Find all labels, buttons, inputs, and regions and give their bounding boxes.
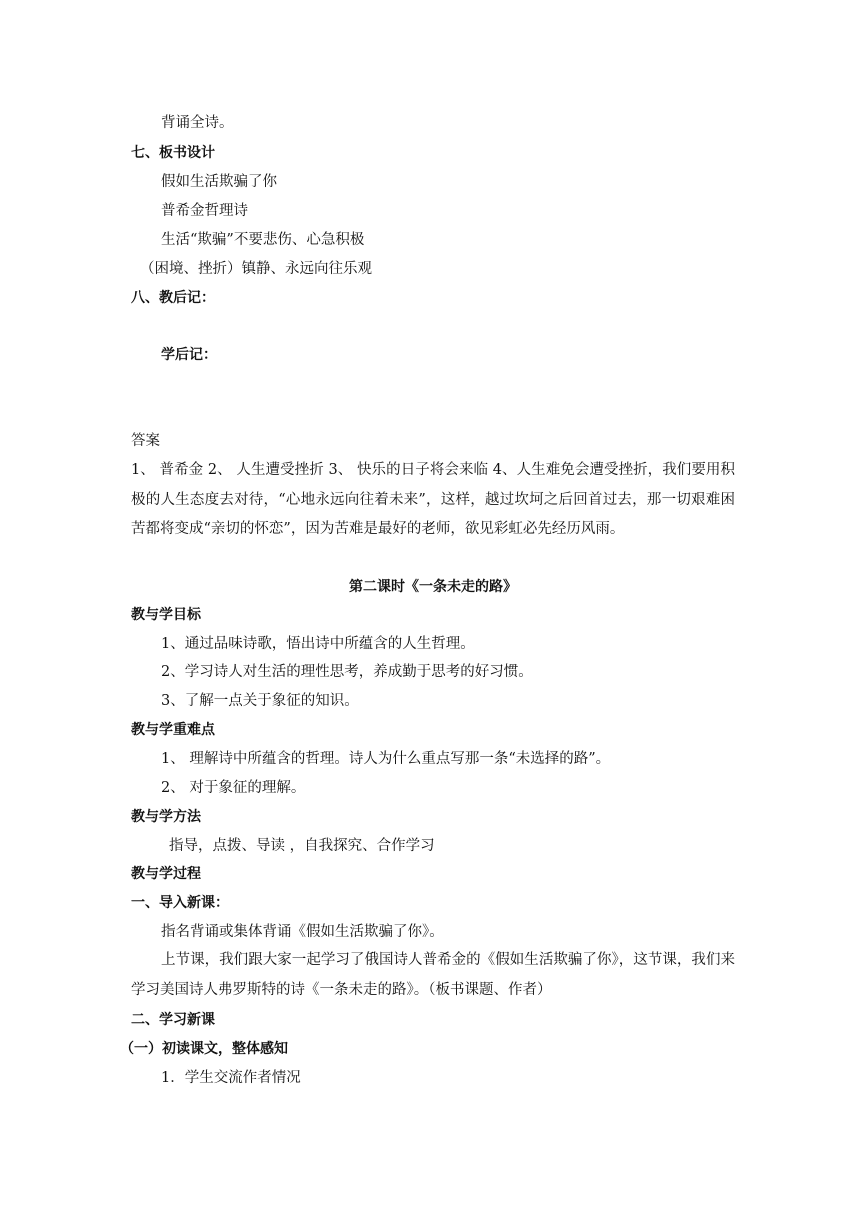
- section-heading: 八、教后记：: [131, 290, 215, 306]
- text-line: 2、 对于象征的理解。: [161, 780, 306, 796]
- text-line: 假如生活欺骗了你: [161, 174, 277, 190]
- section-heading: 教与学方法: [131, 809, 201, 825]
- section-heading: 一、导入新课：: [131, 895, 229, 911]
- text-line: 2、学习诗人对生活的理性思考，养成勤于思考的好习惯。: [161, 664, 533, 680]
- subsection-heading: （一）初读课文，整体感知: [120, 1041, 288, 1057]
- text-line: 指名背诵或集体背诵《假如生活欺骗了你》。: [161, 924, 444, 940]
- text-line: 普希金哲理诗: [161, 203, 248, 219]
- text-line: 1、 理解诗中所蕴含的哲理。诗人为什么重点写那一条“未选择的路”。: [161, 751, 611, 767]
- section-heading: 七、板书设计: [131, 145, 215, 161]
- section-heading: 教与学目标: [131, 607, 201, 623]
- text-line: （困境、挫折）镇静、永远向往乐观: [140, 261, 372, 277]
- section-heading: 二、学习新课: [131, 1012, 215, 1028]
- text-line: 背诵全诗。: [161, 115, 234, 131]
- intro-paragraph: 上节课，我们跟大家一起学习了俄国诗人普希金的《假如生活欺骗了你》，这节课，我们来学习美国诗人弗罗斯特的诗《一条未走的路》。（板书课题、作者）: [131, 952, 735, 998]
- section-heading: 教与学重难点: [131, 722, 215, 738]
- text-line: 1．学生交流作者情况: [161, 1070, 301, 1086]
- subheading: 学后记：: [161, 347, 217, 363]
- lesson-title: 第二课时《一条未走的路》: [349, 579, 517, 595]
- section-heading: 教与学过程: [131, 866, 201, 882]
- text-line: 生活“欺骗”不要悲伤、心急积极: [161, 232, 365, 248]
- text-line: 3、了解一点关于象征的知识。: [161, 693, 359, 709]
- text-line: 指导，点拨、导读 ，自我探究、合作学习: [169, 838, 435, 854]
- answer-label: 答案: [131, 433, 160, 449]
- answer-paragraph: 1、 普希金 2、 人生遭受挫折 3、 快乐的日子将会来临 4、人生难免会遭受挫折，我们要用积极的人生态度去对待，“心地永远向往着未来”，这样，越过坎坷之后回首过去，那一切艰难困苦都将变成“亲切的怀恋”，因为苦难是最好的老师，欲见彩虹必先经历风雨。: [131, 462, 735, 537]
- text-line: 1、通过品味诗歌，悟出诗中所蕴含的人生哲理。: [161, 636, 475, 652]
